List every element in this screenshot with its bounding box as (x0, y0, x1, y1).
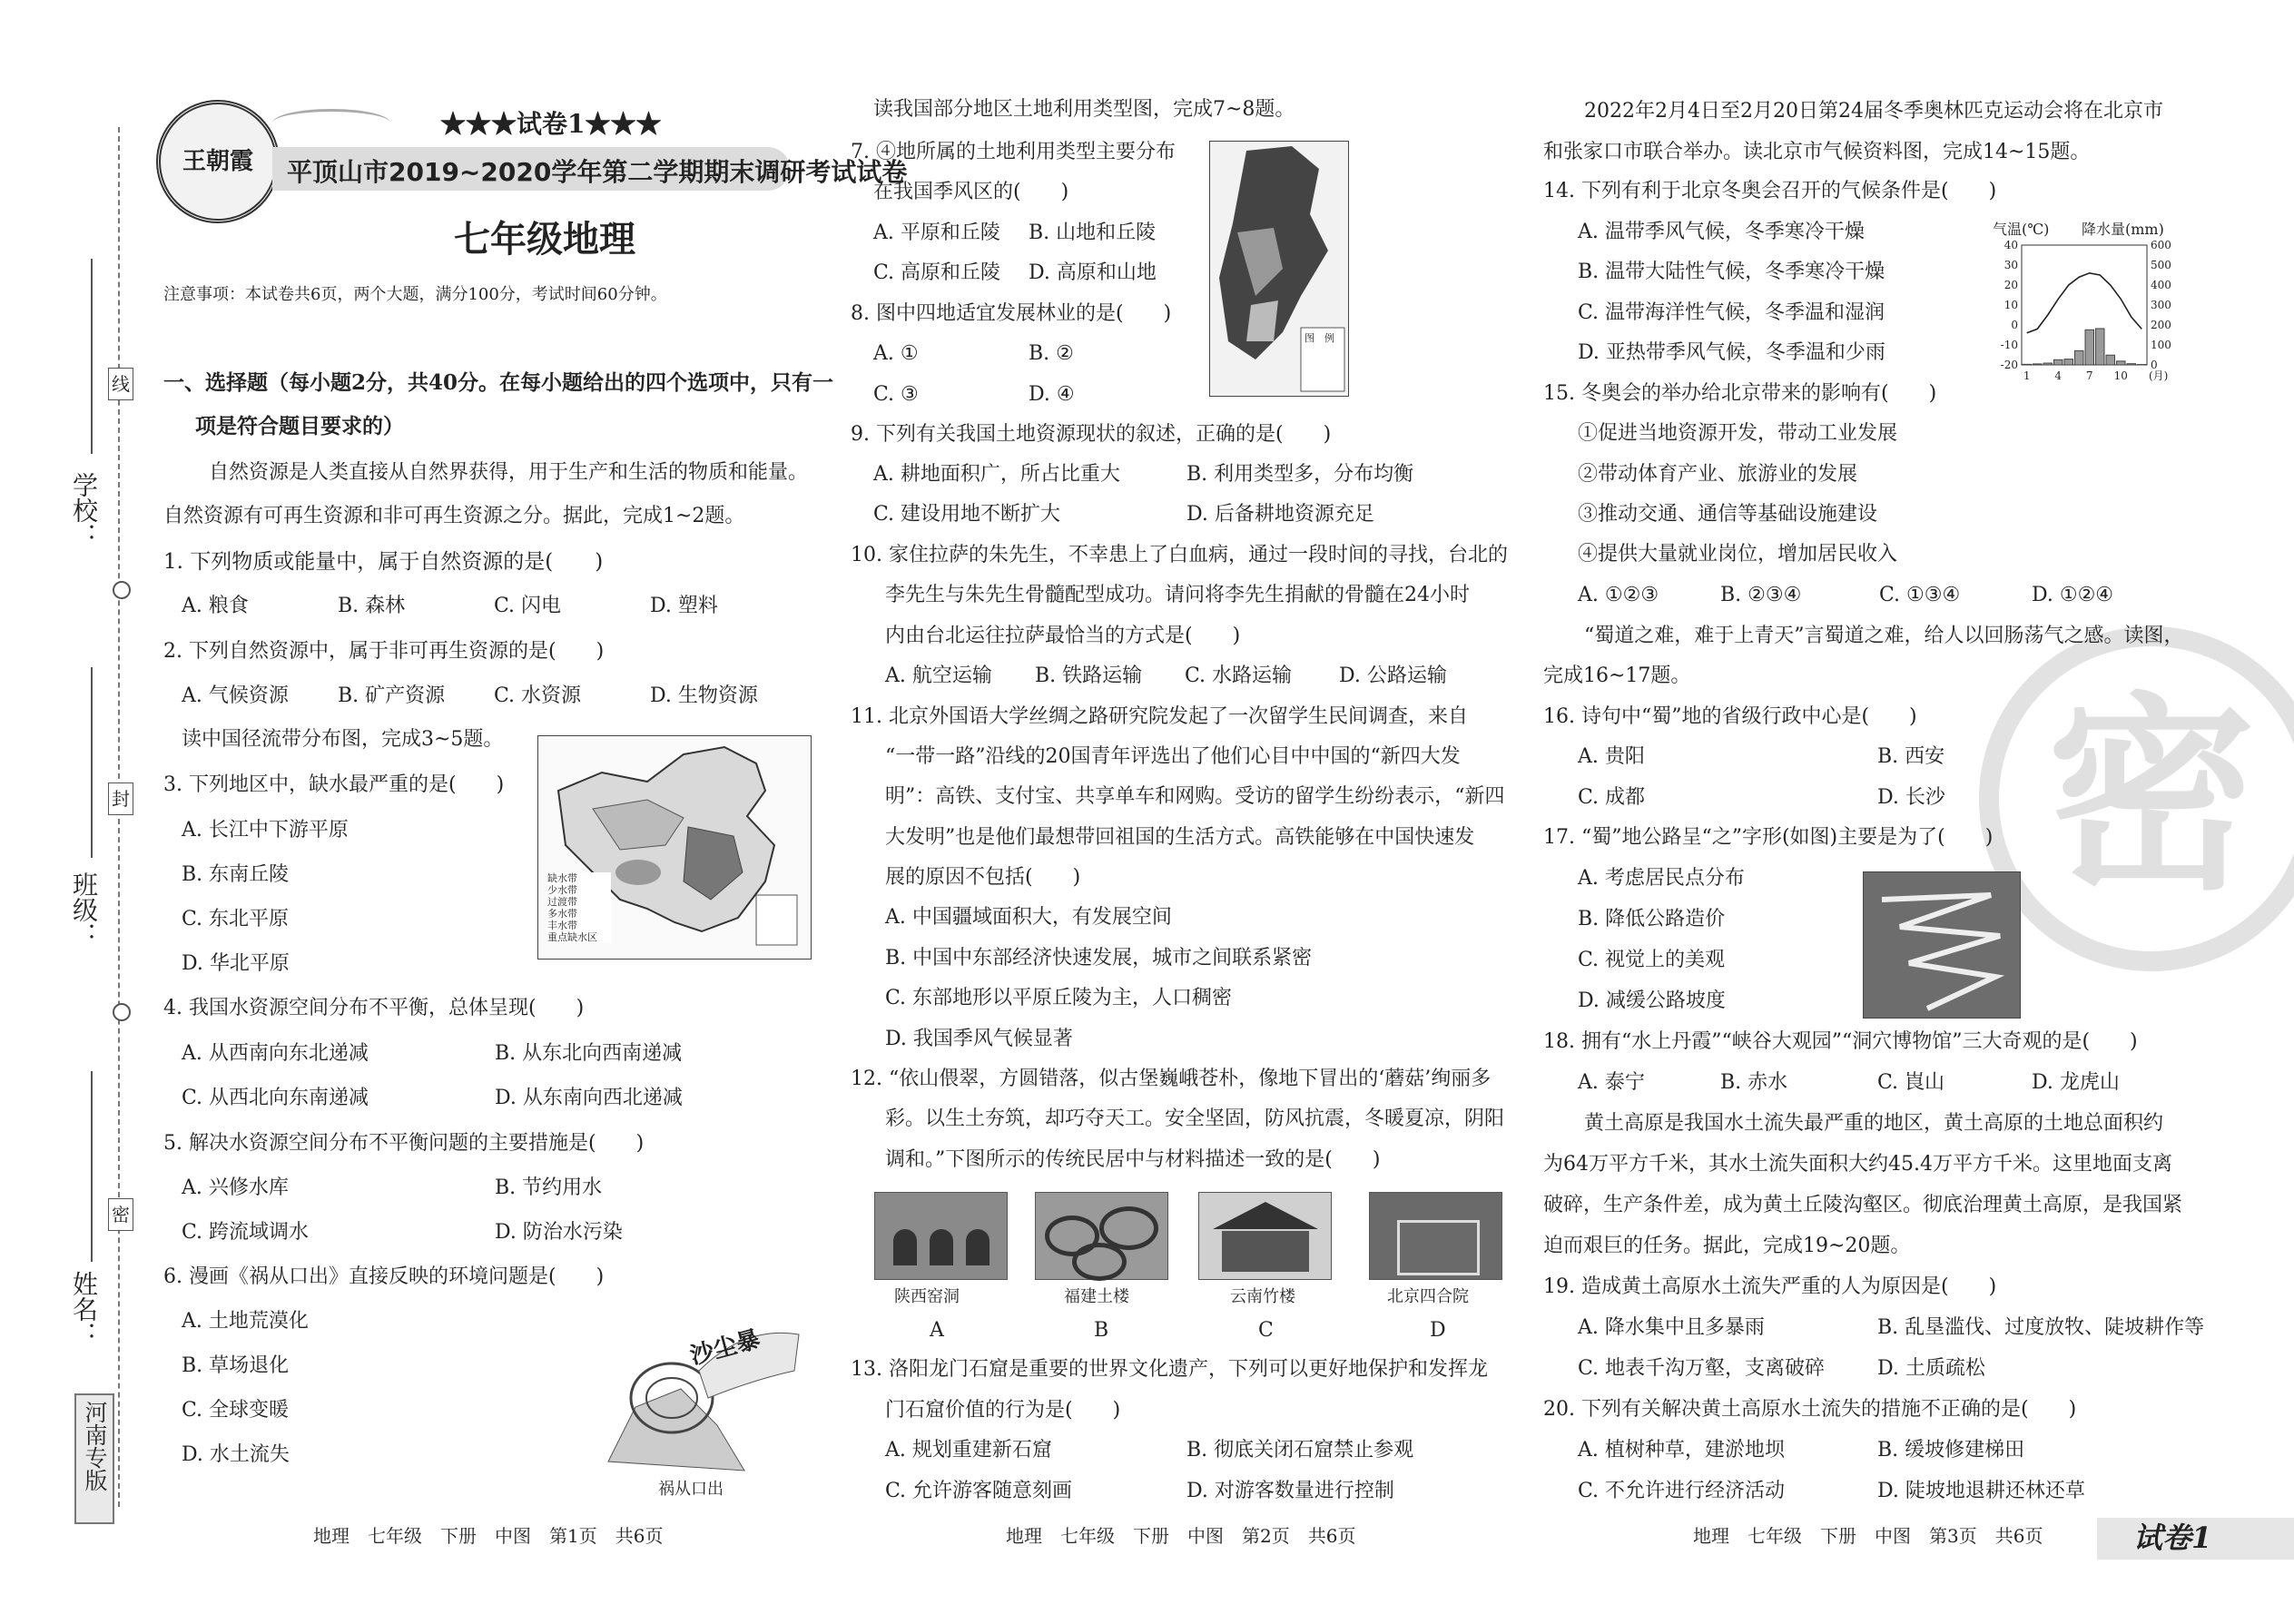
temp-tick-label: 0 (2011, 319, 2018, 331)
q20-option-b[interactable]: B. 缓坡修建梯田 (1877, 1439, 2025, 1462)
q4-option-a[interactable]: A. 从西南向东北递减 (182, 1042, 369, 1065)
q1-option-b[interactable]: B. 森林 (338, 595, 406, 617)
precip-bar (2075, 350, 2084, 365)
temp-tick-label: 40 (2004, 239, 2018, 251)
q7-option-b[interactable]: B. 山地和丘陵 (1029, 221, 1157, 244)
class-field[interactable] (91, 667, 93, 858)
q5-option-c[interactable]: C. 跨流域调水 (182, 1221, 310, 1244)
house-letter-c[interactable]: C (1258, 1319, 1274, 1342)
q18-option-a[interactable]: A. 泰宁 (1578, 1071, 1645, 1094)
intro: 和张家口市联合举办。读北京市气候资料图，完成14~15题。 (1543, 141, 2091, 163)
intro: “蜀道之难，难于上青天”言蜀道之难，给人以回肠荡气之感。读图， (1584, 625, 2184, 647)
q5-option-d[interactable]: D. 防治水污染 (495, 1221, 623, 1244)
q15-option-b[interactable]: B. ②③④ (1720, 584, 1802, 606)
logo-ribbon-icon (272, 109, 390, 137)
month-tick-label: 7 (2085, 369, 2093, 382)
zigzag-road-photo (1863, 871, 2021, 1019)
brand-logo: 王朝霞 (156, 100, 280, 223)
exam-title: 平顶山市2019~2020学年第二学期期末调研考试试卷 (287, 157, 908, 187)
cartoon-image (599, 1298, 808, 1499)
q4-option-b[interactable]: B. 从东北向西南递减 (495, 1042, 683, 1065)
seal-char-feng: 封 (108, 782, 133, 815)
question-12-cont: 调和。”下图所示的传统民居中与材料描述一致的是( ) (885, 1148, 1381, 1171)
precip-bar (2043, 363, 2053, 365)
climate-chart-svg (1993, 238, 2179, 397)
q10-option-a[interactable]: A. 航空运输 (885, 664, 992, 687)
intro: 黄土高原是我国水土流失最严重的地区，黄土高原的土地总面积约 (1584, 1112, 2164, 1135)
seal-char-mi: 密 (108, 1198, 133, 1231)
q18-option-d[interactable]: D. 龙虎山 (2032, 1071, 2120, 1094)
q13-option-a[interactable]: A. 规划重建新石窟 (885, 1439, 1052, 1462)
q4-option-d[interactable]: D. 从东南向西北递减 (495, 1087, 683, 1109)
q19-option-d[interactable]: D. 土质疏松 (1877, 1357, 1985, 1380)
q11-option-d[interactable]: D. 我国季风气候显著 (885, 1028, 1073, 1050)
house-caption-c: 云南竹楼 (1230, 1287, 1295, 1306)
precip-bar (2054, 359, 2063, 365)
q3-option-d[interactable]: D. 华北平原 (182, 952, 290, 975)
precip-bar (2023, 364, 2032, 365)
question-11-cont: 明”：高铁、支付宝、共享单车和网购。受访的留学生纷纷表示，“新四 (885, 785, 1505, 808)
house-letter-a[interactable]: A (930, 1319, 944, 1342)
intro: 为64万平方千米，其水土流失面积大约45.4万平方千米。这里地面支离 (1543, 1153, 2172, 1176)
question-19: 19. 造成黄土高原水土流失严重的人为原因是( ) (1543, 1275, 1997, 1298)
precip-tick-label: 500 (2151, 259, 2171, 271)
q9-option-b[interactable]: B. 利用类型多，分布均衡 (1186, 463, 1414, 486)
plot-frame (2022, 245, 2147, 365)
q6-option-c[interactable]: C. 全球变暖 (182, 1399, 290, 1422)
q2-option-a[interactable]: A. 气候资源 (182, 684, 289, 707)
question-10-cont: 李先生与朱先生骨髓配型成功。请问将李先生捐献的骨髓在24小时 (885, 584, 1470, 606)
question-3: 3. 下列地区中，缺水最严重的是( ) (163, 773, 505, 796)
school-field[interactable] (91, 259, 93, 454)
q19-option-a[interactable]: A. 降水集中且多暴雨 (1578, 1316, 1765, 1339)
q16-option-c[interactable]: C. 成都 (1578, 786, 1646, 809)
q16-option-a[interactable]: A. 贵阳 (1578, 745, 1645, 768)
legend-item: 多水带 (547, 908, 577, 920)
month-tick-label: 4 (2054, 369, 2063, 382)
q8-option-d[interactable]: D. ④ (1029, 383, 1075, 406)
q17-option-c[interactable]: C. 视觉上的美观 (1578, 949, 1726, 971)
question-6: 6. 漫画《祸从口出》直接反映的环境问题是( ) (163, 1265, 605, 1288)
q1-option-c[interactable]: C. 闪电 (494, 595, 562, 617)
question-5: 5. 解决水资源空间分布不平衡问题的主要措施是( ) (163, 1132, 645, 1155)
precip-bar (2096, 329, 2105, 365)
q14-option-b[interactable]: B. 温带大陆性气候，冬季寒冷干燥 (1578, 261, 1885, 283)
legend-item: 过渡带 (547, 896, 577, 908)
question-11-cont: 大发明”也是他们最想带回祖国的生活方式。高铁能够在中国快速发 (885, 826, 1475, 849)
q10-option-c[interactable]: C. 水路运输 (1185, 664, 1293, 687)
q9-option-d[interactable]: D. 后备耕地资源充足 (1186, 503, 1374, 526)
precip-tick-label: 600 (2151, 239, 2171, 251)
question-12: 12. “依山偎翠，方圆错落，似古堡巍峨苍朴，像地下冒出的‘蘑菇’绚丽多 (851, 1068, 1492, 1090)
q10-option-b[interactable]: B. 铁路运输 (1035, 664, 1143, 687)
q15-option-c[interactable]: C. ①③④ (1879, 584, 1961, 606)
precip-bar (2106, 355, 2115, 365)
page-footer: 地理 七年级 下册 中图 第3页 共6页 (1693, 1525, 2043, 1547)
map-legend (547, 872, 611, 943)
q5-option-a[interactable]: A. 兴修水库 (182, 1176, 289, 1199)
question-10: 10. 家住拉萨的朱先生，不幸患上了白血病，通过一段时间的寻找，台北的 (851, 544, 1508, 566)
binding-margin (118, 127, 122, 1507)
month-tick-label: 1 (2023, 369, 2031, 382)
runoff-map (537, 735, 812, 960)
subject-title: 七年级地理 (454, 218, 635, 261)
question-13: 13. 洛阳龙门石窟是重要的世界文化遗产，下列可以更好地保护和发挥龙 (851, 1358, 1488, 1381)
edition-badge: 河南专版 (74, 1393, 114, 1524)
question-11-cont: 展的原因不包括( ) (885, 866, 1081, 889)
page-footer: 地理 七年级 下册 中图 第1页 共6页 (313, 1525, 664, 1547)
legend-item: 少水带 (547, 884, 577, 896)
precip-bar (2033, 364, 2043, 365)
legend-item: 重点缺水区 (547, 931, 597, 943)
exam-badge: ★★★试卷1★★★ (440, 109, 662, 139)
q13-option-b[interactable]: B. 彻底关闭石窟禁止参观 (1186, 1439, 1414, 1462)
q17-option-d[interactable]: D. 减缓公路坡度 (1578, 989, 1726, 1012)
question-11: 11. 北京外国语大学丝绸之路研究院发起了一次留学生民间调查，来自 (851, 705, 1468, 728)
precip-bar (2085, 330, 2094, 365)
temp-tick-label: 20 (2004, 279, 2018, 291)
seal-char-xian: 线 (108, 368, 133, 400)
house-letter-d[interactable]: D (1430, 1319, 1446, 1342)
q15-item-4: ④提供大量就业岗位，增加居民收入 (1578, 543, 1898, 566)
q1-option-d[interactable]: D. 塑料 (650, 595, 718, 617)
q2-option-c[interactable]: C. 水资源 (494, 684, 582, 707)
page-footer: 地理 七年级 下册 中图 第2页 共6页 (1006, 1525, 1356, 1547)
intro: 迫而艰巨的任务。据此，完成19~20题。 (1543, 1235, 1911, 1257)
intro: 2022年2月4日至2月20日第24届冬季奥林匹克运动会将在北京市 (1584, 100, 2163, 123)
question-12-cont: 彩。以生土夯筑，却巧夺天工。安全坚固，防风抗震，冬暖夏凉，阴阳 (885, 1107, 1505, 1130)
temp-tick-label: -10 (2000, 339, 2018, 351)
q10-option-d[interactable]: D. 公路运输 (1339, 664, 1447, 687)
watermark-seal: 密 (1979, 626, 2294, 971)
precip-bar (2117, 361, 2126, 365)
cartoon-caption: 祸从口出 (658, 1480, 724, 1499)
q6-option-b[interactable]: B. 草场退化 (182, 1354, 290, 1377)
house-photo-c[interactable] (1198, 1192, 1332, 1280)
precip-bar (2064, 359, 2073, 365)
precip-bar (2127, 364, 2136, 365)
temp-line (2027, 273, 2142, 333)
chart-ylabel-right: 降水量(mm) (2082, 221, 2164, 238)
question-4: 4. 我国水资源空间分布不平衡，总体呈现( ) (163, 997, 585, 1019)
q9-option-c[interactable]: C. 建设用地不断扩大 (873, 503, 1061, 526)
q13-option-d[interactable]: D. 对游客数量进行控制 (1186, 1480, 1394, 1502)
question-11-cont: “一带一路”沿线的20国青年评选出了他们心目中中国的“新四大发 (885, 745, 1461, 768)
q2-option-b[interactable]: B. 矿产资源 (338, 684, 446, 707)
month-unit-label: (月) (2149, 369, 2169, 382)
q9-option-a[interactable]: A. 耕地面积广，所占比重大 (873, 463, 1120, 486)
question-20: 20. 下列有关解决黄土高原水土流失的措施不正确的是( ) (1543, 1398, 2077, 1421)
intro: 自然资源是人类直接从自然界获得，用于生产和生活的物质和能量。 (209, 461, 809, 484)
q18-option-c[interactable]: C. 崀山 (1877, 1071, 1945, 1094)
q15-option-a[interactable]: A. ①②③ (1578, 584, 1659, 606)
q17-option-b[interactable]: B. 降低公路造价 (1578, 908, 1726, 930)
q18-option-b[interactable]: B. 赤水 (1720, 1071, 1788, 1094)
q3-option-c[interactable]: C. 东北平原 (182, 908, 290, 930)
question-7-cont: 在我国季风区的( ) (873, 181, 1069, 203)
q14-option-c[interactable]: C. 温带海洋性气候，冬季温和湿润 (1578, 301, 1885, 324)
q15-option-d[interactable]: D. ①②④ (2032, 584, 2114, 606)
temp-tick-label: 30 (2004, 259, 2018, 271)
class-label: 班级： (69, 871, 99, 948)
question-14: 14. 下列有利于北京冬奥会召开的气候条件是( ) (1543, 180, 1997, 202)
q16-option-b[interactable]: B. 西安 (1877, 745, 1945, 768)
q7-option-c[interactable]: C. 高原和丘陵 (873, 261, 1001, 284)
precip-tick-label: 200 (2151, 319, 2171, 331)
temp-tick-label: 10 (2004, 299, 2018, 311)
q6-option-d[interactable]: D. 水土流失 (182, 1443, 290, 1466)
q6-option-a[interactable]: A. 土地荒漠化 (182, 1310, 309, 1333)
intro: 破碎，生产条件差，成为黄土丘陵沟壑区。彻底治理黄土高原，是我国紧 (1543, 1194, 2183, 1216)
cartoon-text: 沙尘暴 (687, 1325, 763, 1371)
q11-option-c[interactable]: C. 东部地形以平原丘陵为主，人口稠密 (885, 987, 1233, 1009)
q19-option-c[interactable]: C. 地表千沟万壑，支离破碎 (1578, 1357, 1826, 1380)
house-photo-b[interactable] (1035, 1192, 1168, 1280)
house-caption-b: 福建土楼 (1064, 1287, 1129, 1306)
q20-option-c[interactable]: C. 不允许进行经济活动 (1578, 1480, 1786, 1502)
intro: 完成16~17题。 (1543, 664, 1691, 687)
name-field[interactable] (91, 1071, 93, 1262)
q19-option-b[interactable]: B. 乱垦滥伐、过度放牧、陡坡耕作等 (1877, 1316, 2205, 1339)
question-2: 2. 下列自然资源中，属于非可再生资源的是( ) (163, 640, 605, 663)
q3-option-a[interactable]: A. 长江中下游平原 (182, 819, 349, 842)
question-10-cont: 内由台北运往拉萨最恰当的方式是( ) (885, 625, 1241, 647)
cartoon-graphic (599, 1298, 808, 1475)
q15-item-3: ③推动交通、通信等基础设施建设 (1578, 503, 1878, 526)
q14-option-a[interactable]: A. 温带季风气候，冬季寒冷干燥 (1578, 221, 1865, 243)
q5-option-b[interactable]: B. 节约用水 (495, 1176, 603, 1199)
house-caption-d: 北京四合院 (1387, 1287, 1469, 1306)
intro: 自然资源有可再生资源和非可再生资源之分。据此，完成1~2题。 (163, 505, 745, 527)
precip-tick-label: 100 (2151, 339, 2171, 351)
notice: 注意事项：本试卷共6页，两个大题，满分100分，考试时间60分钟。 (163, 285, 667, 304)
house-caption-a: 陕西窑洞 (894, 1287, 960, 1306)
legend-item: 丰水带 (547, 920, 577, 931)
q7-option-d[interactable]: D. 高原和山地 (1029, 261, 1157, 284)
zigzag-road-graphic (1864, 872, 2020, 1018)
precip-tick-label: 400 (2151, 279, 2171, 291)
question-1: 1. 下列物质或能量中，属于自然资源的是( ) (163, 550, 604, 574)
q15-item-1: ①促进当地资源开发，带动工业发展 (1578, 422, 1898, 445)
chart-ylabel-left: 气温(℃) (1993, 221, 2050, 238)
question-17: 17. “蜀”地公路呈“之”字形(如图)主要是为了( ) (1543, 826, 1994, 849)
q7-option-a[interactable]: A. 平原和丘陵 (873, 221, 1000, 244)
q14-option-d[interactable]: D. 亚热带季风气候，冬季温和少雨 (1578, 341, 1885, 364)
q1-option-a[interactable]: A. 粮食 (182, 595, 249, 617)
q8-option-a[interactable]: A. ① (873, 342, 919, 365)
land-use-map-graphic (1210, 142, 1348, 396)
exam-tag: 试卷1 (2133, 1521, 2212, 1555)
climate-chart (1993, 218, 2179, 404)
temp-tick-label: -20 (2000, 359, 2018, 371)
house-photo-d[interactable] (1369, 1192, 1502, 1280)
house-photo-a[interactable] (874, 1192, 1008, 1280)
q3-option-b[interactable]: B. 东南丘陵 (182, 863, 290, 886)
q2-option-d[interactable]: D. 生物资源 (650, 684, 758, 707)
hole-icon (113, 1003, 131, 1021)
intro: 读中国径流带分布图，完成3~5题。 (182, 728, 504, 751)
legend-item: 缺水带 (547, 872, 577, 884)
month-tick-label: 10 (2113, 369, 2128, 382)
section-title: 一、选择题（每小题2分，共40分。在每小题给出的四个选项中，只有一 (163, 370, 834, 395)
section-title-cont: 项是符合题目要求的） (195, 414, 404, 438)
question-7: 7. ④地所属的土地利用类型主要分布 (851, 141, 1176, 163)
q15-item-2: ②带动体育产业、旅游业的发展 (1578, 463, 1858, 486)
q8-option-c[interactable]: C. ③ (873, 383, 919, 406)
land-use-map (1209, 141, 1349, 397)
q11-option-b[interactable]: B. 中国中东部经济快速发展，城市之间联系紧密 (885, 947, 1313, 969)
question-15: 15. 冬奥会的举办给北京带来的影响有( ) (1543, 382, 1937, 405)
hole-icon (113, 581, 131, 599)
precip-tick-label: 300 (2151, 299, 2171, 311)
house-letter-b[interactable]: B (1094, 1319, 1109, 1342)
school-label: 学校： (69, 472, 99, 548)
q20-option-d[interactable]: D. 陡坡地退耕还林还草 (1877, 1480, 2085, 1502)
q20-option-a[interactable]: A. 植树种草，建淤地坝 (1578, 1439, 1785, 1462)
question-13-cont: 门石窟价值的行为是( ) (885, 1399, 1121, 1422)
question-16: 16. 诗句中“蜀”地的省级行政中心是( ) (1543, 705, 1917, 728)
q11-option-a[interactable]: A. 中国疆域面积大，有发展空间 (885, 906, 1172, 929)
question-9: 9. 下列有关我国土地资源现状的叙述，正确的是( ) (851, 423, 1332, 446)
precip-tick-label: 0 (2151, 359, 2158, 371)
question-8: 8. 图中四地适宜发展林业的是( ) (851, 302, 1172, 325)
q4-option-c[interactable]: C. 从西北向东南递减 (182, 1087, 369, 1109)
question-18: 18. 拥有“水上丹霞”“峡谷大观园”“洞穴博物馆”三大奇观的是( ) (1543, 1030, 2138, 1053)
q17-option-a[interactable]: A. 考虑居民点分布 (1578, 867, 1745, 890)
q13-option-c[interactable]: C. 允许游客随意刻画 (885, 1480, 1073, 1502)
q8-option-b[interactable]: B. ② (1029, 342, 1074, 365)
q16-option-d[interactable]: D. 长沙 (1877, 786, 1945, 809)
intro: 读我国部分地区土地利用类型图，完成7~8题。 (873, 98, 1295, 121)
name-label: 姓名： (69, 1271, 99, 1347)
map-legend-title: 图 例 (1305, 332, 1334, 344)
